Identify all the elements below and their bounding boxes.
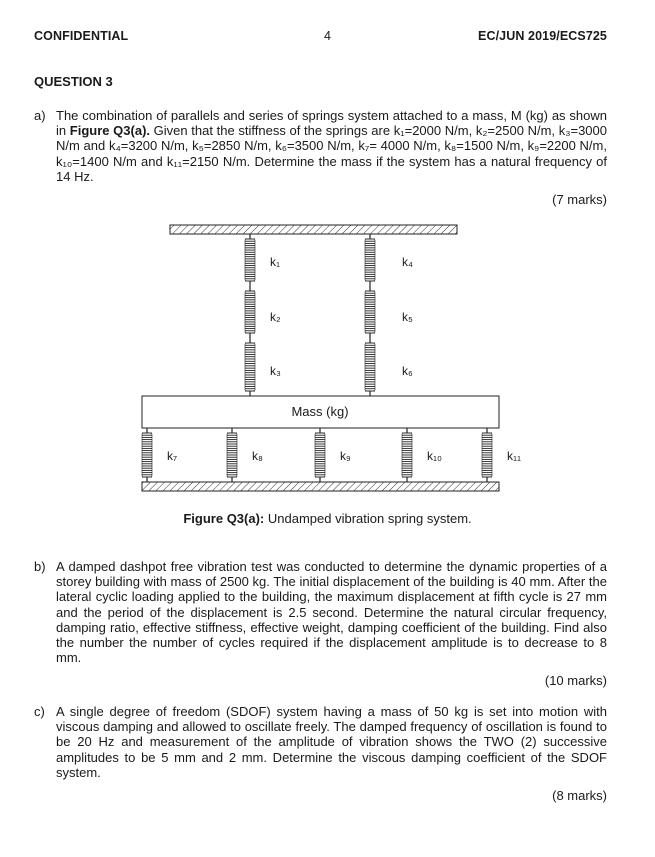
- figure-caption-label: Figure Q3(a):: [183, 511, 265, 526]
- header-exam-code: EC/JUN 2019/ECS725: [478, 29, 607, 43]
- spring-9: [315, 428, 325, 482]
- part-a-label: a): [34, 108, 46, 123]
- header-page-number: 4: [323, 29, 332, 43]
- part-c-marks: (8 marks): [552, 788, 607, 804]
- figure-reference: Figure Q3(a).: [69, 123, 151, 139]
- part-a: [34, 108, 607, 207]
- question-title: QUESTION 3: [34, 74, 113, 89]
- spring-label-7: k₇: [167, 449, 178, 463]
- bottom-support-wall: [142, 482, 499, 491]
- spring-label-9: k₉: [340, 449, 351, 463]
- part-b-text: A damped dashpot free vibration test was conducted to determine the dynamic properties of a storey building with mass of 2500 kg. The initial displacement of the building is 40 mm. After the lateral cyclic loading applied to the building, the maximum displacement at fifth cycle is 27 mm and the period of the displacement is 2.5 second. Determine the natural circular frequency, damping ratio, effective stiffness, effective weight, damping coefficient of the building. Find also the number the number of cycles required if the displacement amplitude is to decrease to 8 mm.: [56, 559, 607, 666]
- part-c-text: A single degree of freedom (SDOF) system having a mass of 50 kg is set into motion with viscous damping and allowed to oscillate freely. The damped frequency of oscillation is found to be 20 Hz and measurement of the amplitude of vibration shows the TWO (2) successive amplitudes to be 5 mm and 2 mm. Determine the viscous damping coefficient of the SDOF system.: [56, 704, 607, 780]
- spring-label-4: k₄: [402, 255, 413, 269]
- part-a-marks: (7 marks): [552, 192, 607, 208]
- spring-8: [227, 428, 237, 482]
- spring-4: [365, 234, 375, 286]
- spring-2: [245, 286, 255, 338]
- spring-label-8: k₈: [252, 449, 263, 463]
- mass-label: Mass (kg): [291, 404, 349, 419]
- spring-6: [365, 338, 375, 396]
- figure-caption: [0, 511, 655, 526]
- part-a-text-2: Given that the stiffness of the springs are k₁=2000 N/m, k₂=2500 N/m, k₃=3000 N/m and k₄=3200 N/m, k₅=2850 N/m, k₆=3500 N/m, k₇= 4000 N/m, k₈=1500 N/m, k₉=2200 N/m, k₁₀=1400 N/m and k₁₁=2150 N/m. Determine the mass if the system has a natural frequency of 14 Hz.: [56, 123, 607, 184]
- figure-caption-text: Undamped vibration spring system.: [264, 511, 472, 526]
- part-c-label: c): [34, 704, 45, 719]
- spring-10: [402, 428, 412, 482]
- spring-label-3: k₃: [270, 364, 281, 378]
- part-b: [34, 559, 607, 689]
- top-support-wall: [170, 225, 457, 234]
- spring-label-2: k₂: [270, 310, 281, 324]
- part-b-marks: (10 marks): [544, 673, 607, 689]
- part-c: [34, 704, 607, 803]
- spring-label-11: k₁₁: [507, 449, 522, 463]
- part-a-text-1: The combination of parallels and series of springs system attached to a mass, M (kg) as shown in: [56, 108, 607, 139]
- spring-11: [482, 428, 492, 482]
- spring-label-10: k₁₀: [427, 449, 443, 463]
- header-confidential: CONFIDENTIAL: [34, 29, 129, 43]
- part-b-label: b): [34, 559, 46, 574]
- spring-1: [245, 234, 255, 286]
- spring-label-5: k₅: [402, 310, 413, 324]
- spring-system-figure: [0, 215, 655, 515]
- part-a-text: [56, 108, 607, 184]
- spring-3: [245, 338, 255, 396]
- spring-label-1: k₁: [270, 255, 281, 269]
- spring-7: [142, 428, 152, 482]
- spring-5: [365, 286, 375, 338]
- spring-label-6: k₆: [402, 364, 413, 378]
